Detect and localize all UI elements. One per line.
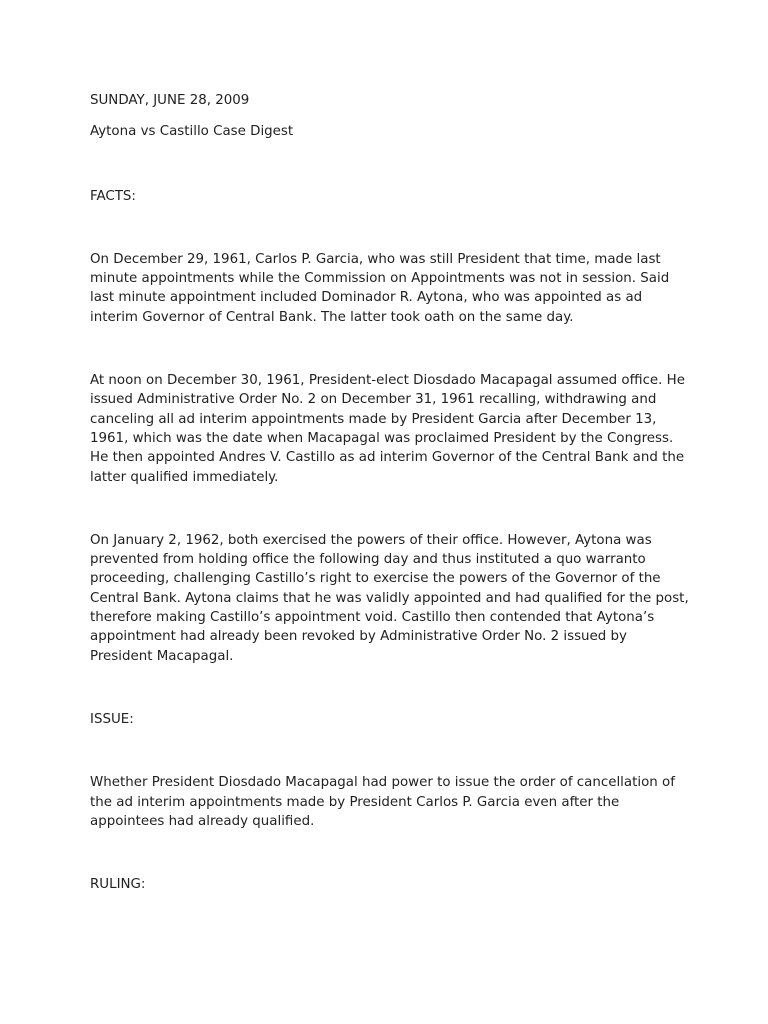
facts-heading: FACTS: — [90, 188, 136, 204]
facts-paragraph-2: At noon on December 30, 1961, President-elect Diosdado Macapagal assumed office. He issued Administrative Order No. 2 on December 31, 1961 recalling, withdrawing and canceling all ad interim appointments made by President Garcia after December 13, 1961, which was the date when Macapagal was proclaimed President by the Congress. He then appointed Andres V. Castillo as ad interim Governor of the Central Bank and the latter qualified immediately. — [90, 373, 685, 485]
ruling-heading: RULING: — [90, 877, 146, 893]
document-date: SUNDAY, JUNE 28, 2009 — [90, 93, 250, 108]
facts-paragraph-1: On December 29, 1961, Carlos P. Garcia, who was still President that time, made last minute appointments while the Commission on Appointments was not in session. Said last minute appointment included Dominador R. Aytona, who was appointed as ad interim Governor of Central Bank. The latter took oath on the same day. — [90, 251, 670, 325]
facts-paragraph-3: On January 2, 1962, both exercised the powers of their office. However, Aytona was prevented from holding office the following day and thus instituted a quo warranto proceeding, challenging Castillo’s right to exercise the powers of the Governor of the Central Bank. Aytona claims that he was validly appointed and had qualified for the post, therefore making Castillo’s appointment void. Castillo then contended that Aytona’s appointment had already been revoked by Administrative Order No. 2 issued by President Macapagal. — [90, 532, 689, 664]
document-page — [90, 91, 690, 894]
document-title: Aytona vs Castillo Case Digest — [90, 124, 294, 140]
issue-paragraph: Whether President Diosdado Macapagal had power to issue the order of cancellation of the ad interim appointments made by President Carlos P. Garcia even after the appointees had already qualified. — [90, 775, 675, 829]
issue-heading: ISSUE: — [90, 711, 134, 727]
